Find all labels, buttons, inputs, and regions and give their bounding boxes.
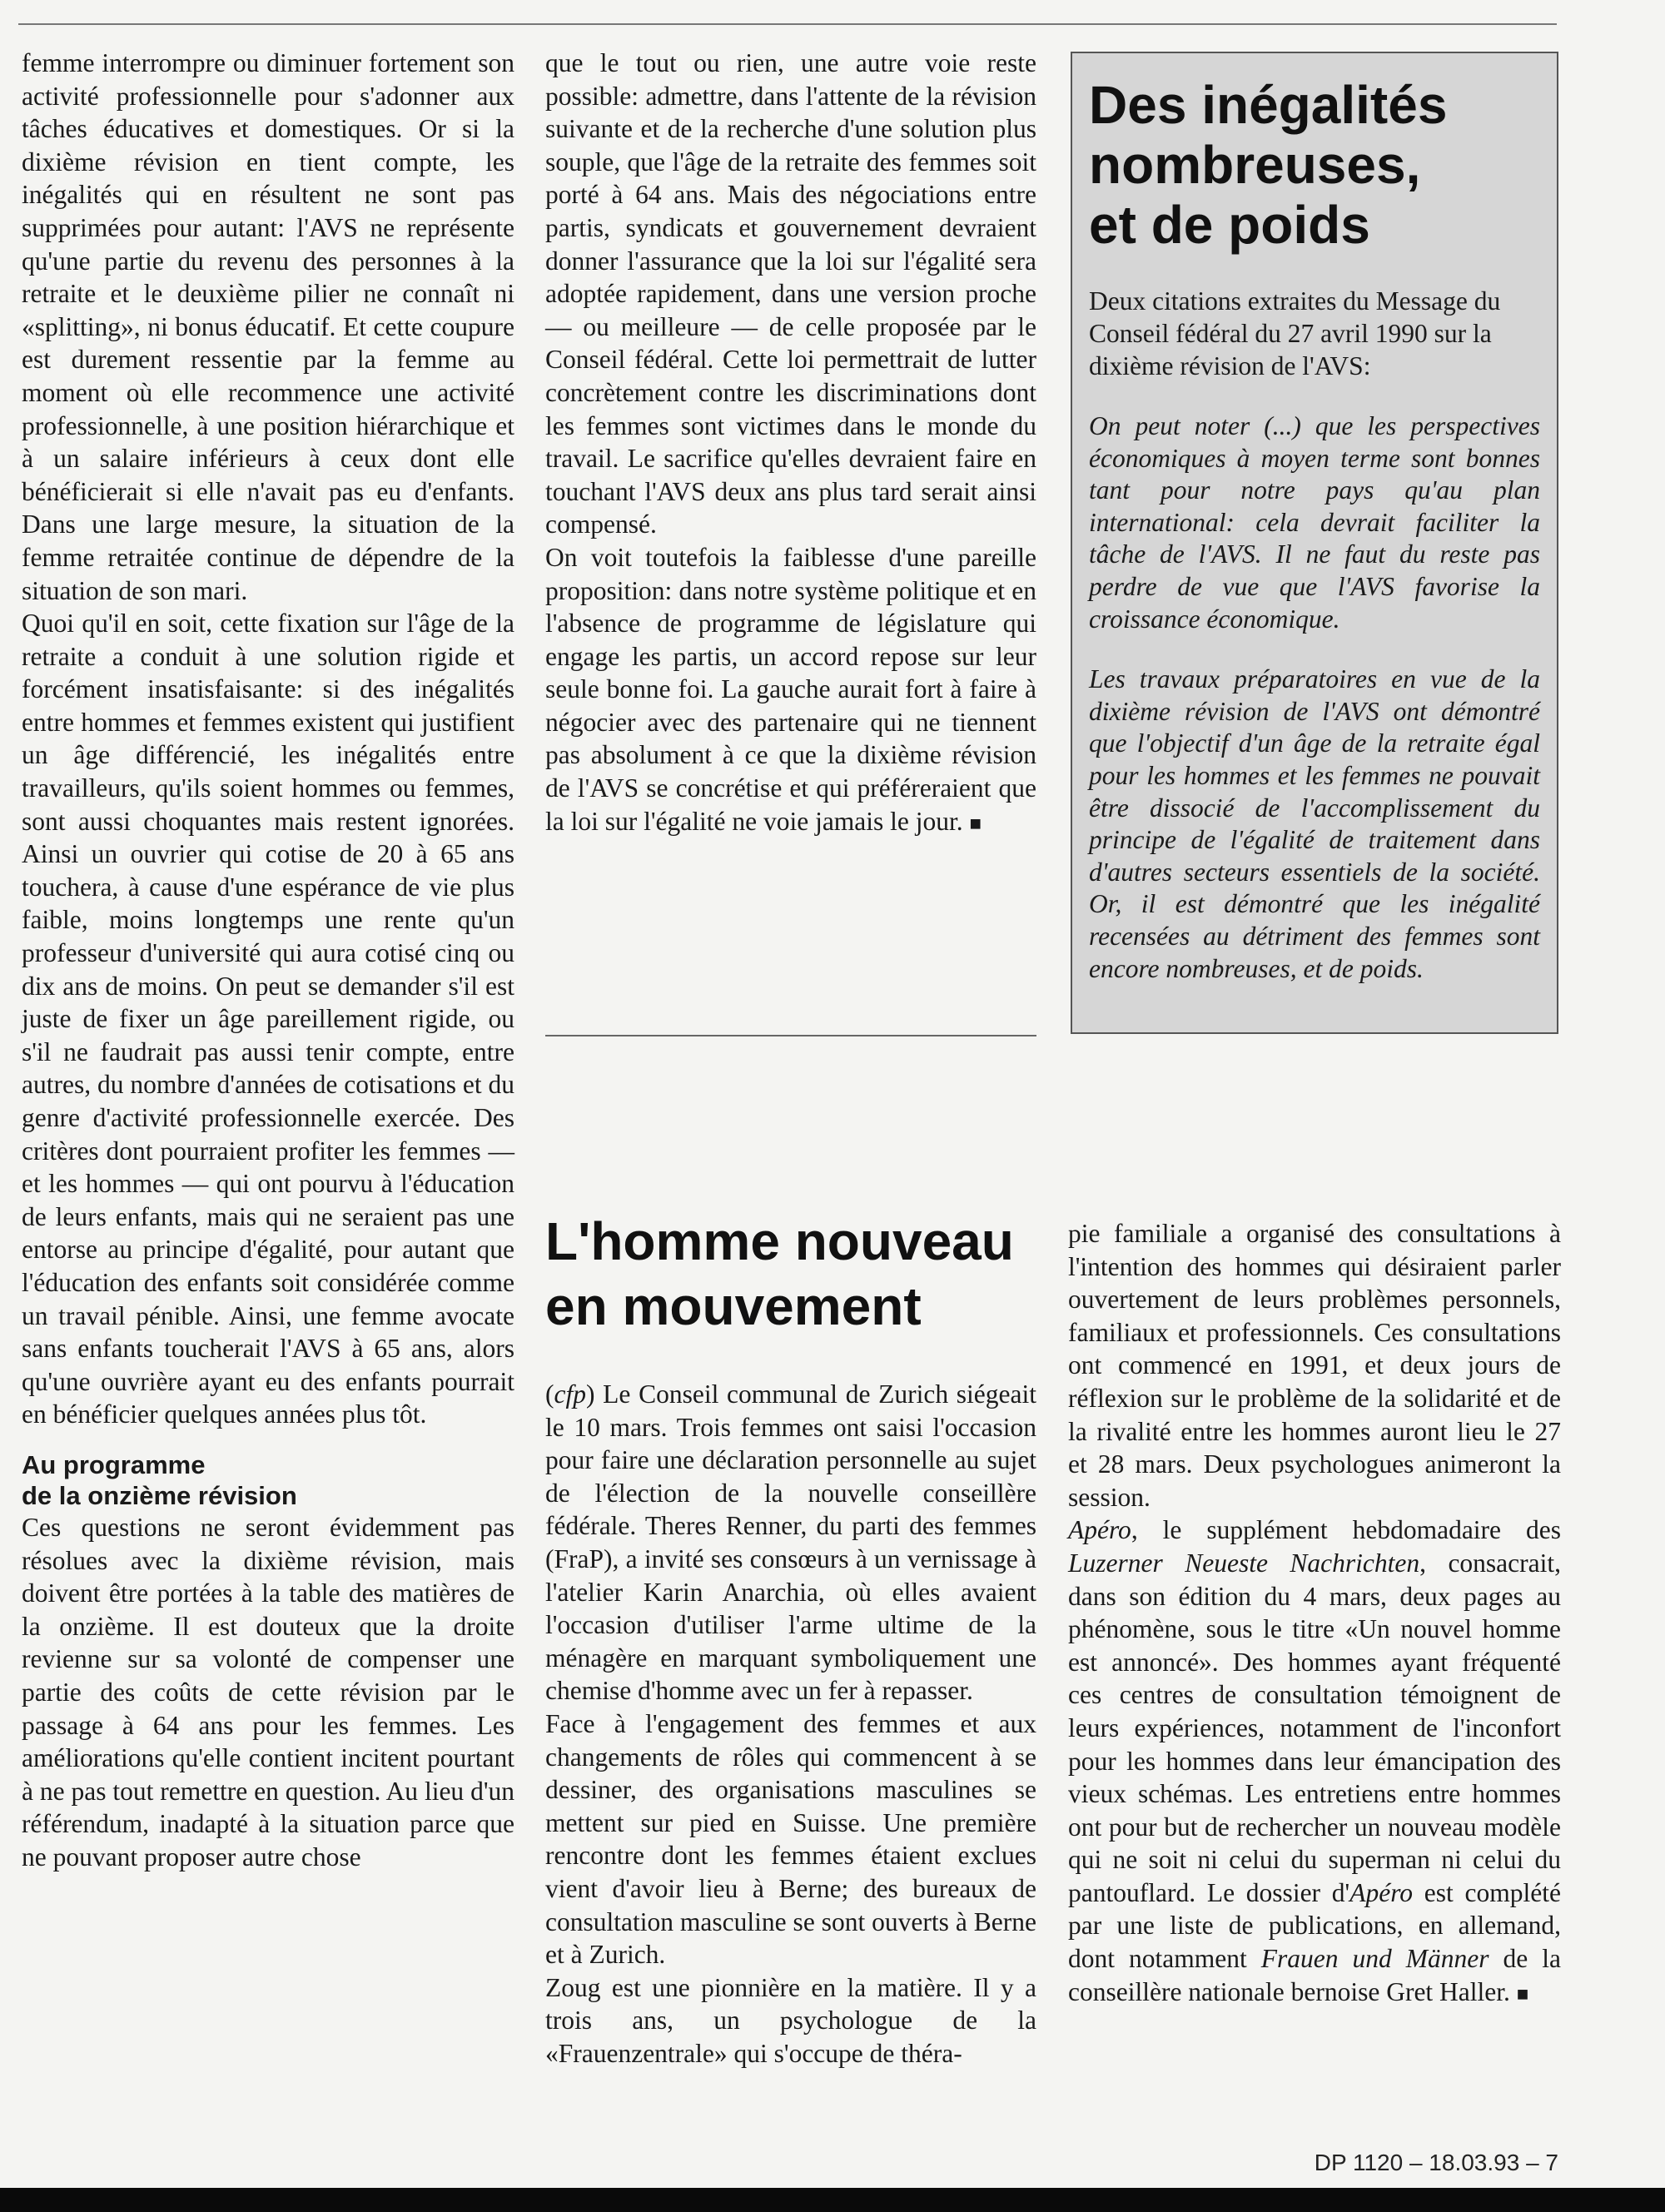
- column-1: [22, 47, 514, 1873]
- article-column-1: [545, 1378, 1036, 2070]
- sidebar-title: [1089, 75, 1540, 255]
- col1-paragraph-2: Quoi qu'il en soit, cette fixation sur l'âge de la retraite a conduit à une solution rigide et forcément insatisfaisante: si des inégalités entre hommes et femmes existent qui justifient un âge différencié, les inégalités entre travailleurs, qu'ils soient hommes ou femmes, sont aussi choquantes mais restent ignorées. Ainsi un ouvrier qui cotise de 20 à 65 ans touchera, à cause d'une espérance de vie plus faible, moins longtemps une rente qu'un professeur d'université qui aura cotisé cinq ou dix ans de moins. On peut se demander s'il est juste de fixer un âge pareillement rigide, ou s'il ne faudrait pas aussi tenir compte, entre autres, du nombre d'années de cotisations et du genre d'activité professionnelle exercée. Des critères dont pourraient profiter les femmes — et les hommes — qui ont pourvu à l'éducation de leurs enfants, mais qui ne seraient pas une entorse au principe d'égalité, pour autant que l'éducation des enfants soit considérée comme un travail pénible. Ainsi, une femme avocate sans enfants toucherait l'AVS à 65 ans, alors qu'une ouvrière ayant eu des enfants pourrait en bénéficier quelques années plus tôt.: [22, 609, 514, 1429]
- article-text-segment: , le supplément hebdomadaire des: [1131, 1515, 1561, 1545]
- bottom-scan-bar: [0, 2188, 1665, 2212]
- col1-paragraph-1: femme interrompre ou diminuer fortement son activité professionnelle pour s'adonner aux tâches éducatives et domestiques. Or si la dixième révision en tient compte, les inégalités qui en résultent ne sont pas supprimées pour autant: l'AVS ne représente qu'une partie du revenu des personnes à la retraite et le deuxième pilier ne connaît ni «splitting», ni bonus éducatif. Et cette coupure est durement ressentie par la femme au moment où elle recommence une activité professionnelle, à une position hiérarchique et à un salaire inférieurs à ceux dont elle bénéficierait si elle n'avait pas eu d'enfants. Dans une large mesure, la situation de la femme retraitée continue de dépendre de la situation de son mari.: [22, 48, 514, 605]
- sidebar-title-line-2: nombreuses,: [1089, 135, 1421, 195]
- article-paragraph-5: [1068, 1514, 1561, 2011]
- col1-paragraph-3: Ces questions ne seront évidemment pas résolues avec la dixième révision, mais doivent être portées à la table des matières de la onzième. Il est douteux que la droite revienne sur sa volonté de compenser une partie des coûts de cette révision par le passage à 64 ans pour les femmes. Les améliorations qu'elle contient incitent pourtant à ne pas tout remettre en question. Au lieu d'un référendum, inadapté à la situation parce que ne pouvant proposer autre chose: [22, 1512, 514, 1872]
- col2-paragraph-2: [545, 541, 1036, 841]
- article-text-segment: est complété par une liste de publications, en allemand, dont notamment: [1068, 1877, 1561, 1974]
- sidebar-box: [1071, 52, 1558, 1034]
- sidebar-quote-1: On peut noter (...) que les perspectives économiques à moyen terme sont bonnes tant pour notre pays qu'au plan international: cela devrait faciliter la tâche de l'AVS. Il ne faut du reste pas perdre de vue que l'AVS favorise la croissance économique.: [1089, 411, 1540, 634]
- article-title-line-2: en mouvement: [545, 1276, 922, 1336]
- article-source: cfp: [554, 1379, 586, 1409]
- sidebar-quote-2: Les travaux préparatoires en vue de la dixième révision de l'AVS ont démontré que l'objectif d'un âge de la retraite égal pour les hommes et les femmes ne pouvait être dissocié de l'accomplissement du principe de l'égalité de traitement dans d'autres secteurs essentiels de la société. Or, il est démontré que les inégalité recensées au détriment des femmes sont encore nombreuses, et de poids.: [1089, 664, 1540, 983]
- article-title-line-1: L'homme nouveau: [545, 1211, 1014, 1271]
- article-paragraph-4: pie familiale a organisé des consultations à l'intention des hommes qui désiraient parler ouvertement de leurs problèmes personnels, familiaux et professionnels. Ces consultations ont commencé en 1991, et deux jours de réflexion sur le problème de la solidarité et de la rivalité entre les hommes auront lieu le 27 et 28 mars. Deux psychologues animeront la session.: [1068, 1219, 1561, 1512]
- book-title: Frauen und Männer: [1260, 1944, 1489, 1974]
- article-column-2: [1068, 1217, 1561, 2011]
- apero-title: Apéro: [1068, 1515, 1131, 1545]
- apero-title: Apéro: [1349, 1877, 1414, 1907]
- sidebar-title-line-1: Des inégalités: [1089, 75, 1448, 135]
- end-mark-icon: ■: [1516, 1983, 1529, 2006]
- subheading-line-1: Au programme: [22, 1449, 206, 1479]
- column-separator: [545, 1035, 1036, 1036]
- article-title: [545, 1209, 1045, 1339]
- top-rule: [18, 23, 1557, 25]
- sidebar-intro: Deux citations extraites du Message du Conseil fédéral du 27 avril 1990 sur la dixième révision de l'AVS:: [1089, 286, 1501, 380]
- article-paragraph-3: Zoug est une pionnière en la matière. Il y a trois ans, un psychologue de la «Frauenzentrale» qui s'occupe de théra-: [545, 1972, 1036, 2068]
- subheading-line-2: de la onzième révision: [22, 1480, 297, 1510]
- article-paragraph-1: (cfp) Le Conseil communal de Zurich siégeait le 10 mars. Trois femmes ont saisi l'occasion pour faire une déclaration personnelle au sujet de l'élection de la nouvelle conseillère fédérale. Theres Renner, du parti des femmes (FraP), a invité ses consœurs à un vernissage à l'atelier Karin Anarchia, où elles avaient l'occasion d'utiliser l'arme ultime de la ménagère en marquant symboliquement une chemise d'homme avec un fer à repasser.: [545, 1379, 1036, 1706]
- col2-paragraph-2-text: On voit toutefois la faiblesse d'une pareille proposition: dans notre système politique et en l'absence de programme de législature qui engage les partis, un accord repose sur leur seule bonne foi. La gauche aurait fort à faire à négocier avec des partenaire qui ne tiennent pas absolument à ce que la dixième révision de l'AVS se concrétise et qui préféreraient que la loi sur l'égalité ne voie jamais le jour.: [545, 542, 1036, 836]
- end-mark-icon: ■: [969, 813, 982, 835]
- column-2: [545, 47, 1036, 841]
- article-text-segment: , consacrait, dans son édition du 4 mars, deux pages au phénomène, sous le titre «Un nouvel homme est annoncé». Des hommes ayant fréquenté ces centres de consultation témoignent de leurs expériences, notamment de l'inconfort pour les hommes dans leur émancipation des vieux schémas. Les entretiens entre hommes ont pour but de rechercher un nouveau modèle qui ne soit ni celui du superman ni celui du pantouflard. Le dossier d': [1068, 1548, 1561, 1907]
- newspaper-title: Luzerner Neueste Nachrichten: [1068, 1548, 1420, 1578]
- article-text-segment: de la conseillère nationale bernoise Gret Haller.: [1068, 1944, 1561, 2006]
- article-paragraph-2: Face à l'engagement des femmes et aux changements de rôles qui commencent à se dessiner, des organisations masculines se mettent sur pied en Suisse. Une première rencontre dont les femmes étaient exclues vient d'avoir lieu à Berne; des bureaux de consultation masculine se sont ouverts à Berne et à Zurich.: [545, 1708, 1036, 1970]
- col2-paragraph-1: que le tout ou rien, une autre voie reste possible: admettre, dans l'attente de la révision suivante et de la recherche d'une solution plus souple, que l'âge de la retraite des femmes soit porté à 64 ans. Mais des négociations entre partis, syndicats et gouvernement devraient donner l'assurance que la loi sur l'égalité sera adoptée rapidement, dans une version proche — ou meilleure — de celle proposée par le Conseil fédéral. Cette loi permettrait de lutter concrètement contre les discriminations dont les femmes sont victimes dans le monde du travail. Le sacrifice qu'elles devraient faire en touchant l'AVS deux ans plus tard serait ainsi compensé.: [545, 48, 1036, 539]
- page-footer: DP 1120 – 18.03.93 – 7: [1314, 2150, 1558, 2175]
- sidebar-title-line-3: et de poids: [1089, 195, 1370, 255]
- article-paragraph-1-text: Le Conseil communal de Zurich siégeait le 10 mars. Trois femmes ont saisi l'occasion pour faire une déclaration personnelle au sujet de l'élection de la nouvelle conseillère fédérale. Theres Renner, du parti des femmes (FraP), a invité ses consœurs à un vernissage à l'atelier Karin Anarchia, où elles avaient l'occasion d'utiliser l'arme ultime de la ménagère en marquant symboliquement une chemise d'homme avec un fer à repasser.: [545, 1379, 1036, 1706]
- section-subheading: [22, 1449, 514, 1511]
